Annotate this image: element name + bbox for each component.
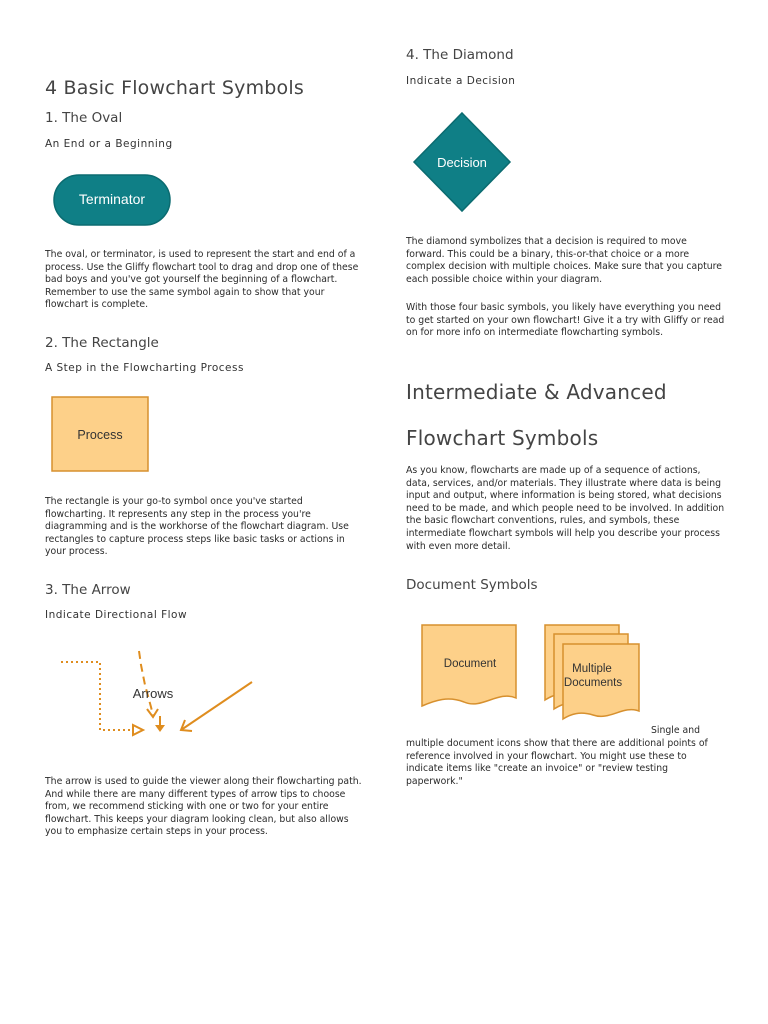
rectangle-heading: 2. The Rectangle xyxy=(45,335,159,351)
diamond-subheading: Indicate a Decision xyxy=(406,75,516,87)
intermediate-title-line-1: Intermediate & Advanced xyxy=(406,380,667,404)
oval-heading: 1. The Oval xyxy=(45,110,123,126)
document-shapes xyxy=(418,622,646,726)
solid-arrowhead-icon xyxy=(155,725,165,732)
arrow-subheading: Indicate Directional Flow xyxy=(45,609,188,621)
arrows-diagram xyxy=(55,645,260,745)
diamond-body-2: With those four basic symbols, you likely have everything you need to get started on your own flowchart! Give it a try with Gliffy or read on for more info on intermediate flowcharting symbols. xyxy=(406,302,725,339)
arrows-label: Arrows xyxy=(132,686,174,701)
document-body-lead: Single and xyxy=(651,725,701,736)
single-document-shape xyxy=(422,625,516,706)
single-document-label: Document xyxy=(443,658,497,670)
decision-shape xyxy=(410,110,514,216)
document-body: multiple document icons show that there are additional points of reference involved in your flowchart. You might use these to indicate items like "create an invoice" or "review testing paperwork." xyxy=(406,738,708,787)
decision-label: Decision xyxy=(437,155,487,170)
diamond-body-1: The diamond symbolizes that a decision is required to move forward. This could be a binary, this-or-that choice or a more complex decision with multiple choices. Make sure that you capture each possible choice within your diagram. xyxy=(406,236,723,285)
intermediate-title-line-2: Flowchart Symbols xyxy=(406,426,599,450)
diamond-heading: 4. The Diamond xyxy=(406,47,514,63)
process-shape xyxy=(50,395,152,475)
page-title: 4 Basic Flowchart Symbols xyxy=(45,77,304,99)
rectangle-subheading: A Step in the Flowcharting Process xyxy=(45,362,244,374)
multiple-documents-label-2: Documents xyxy=(563,677,623,689)
process-label: Process xyxy=(77,428,123,442)
terminator-label: Terminator xyxy=(78,191,146,207)
multiple-documents-shape xyxy=(545,625,639,719)
oval-subheading: An End or a Beginning xyxy=(45,138,173,150)
document-heading: Document Symbols xyxy=(406,577,538,593)
hollow-arrowhead-icon xyxy=(133,725,143,735)
rectangle-body: The rectangle is your go-to symbol once you've started flowcharting. It represents any step in the process you're diagramming and is the workhorse of the flowchart diagram. Use rectangles to capture process steps like basic tasks or actions in your process. xyxy=(45,496,349,558)
arrow-heading: 3. The Arrow xyxy=(45,582,131,598)
open-arrowhead-icon xyxy=(147,709,158,717)
intermediate-body: As you know, flowcharts are made up of a sequence of actions, data, services, and/or materials. They illustrate where data is being input and output, where information is being stored, what decisions need to be made, and which people need to be involved. In addition the basic flowchart conventions, rules, and symbols, these intermediate flowchart symbols will help you describe your process with even more detail. xyxy=(406,465,725,552)
terminator-shape xyxy=(50,172,176,230)
multiple-documents-label-1: Multiple xyxy=(572,663,612,675)
oval-body: The oval, or terminator, is used to represent the start and end of a process. Use the Gliffy flowchart tool to drag and drop one of these bad boys and you've got yourself the beginning of a flowchart. Remember to use the same symbol again to show that your flowchart is complete. xyxy=(45,249,359,311)
arrow-body: The arrow is used to guide the viewer along their flowcharting path. And while there are many different types of arrow tips to choose from, we recommend sticking with one or two for your entire flowchart. This keeps your diagram looking clean, but also allows you to emphasize certain steps in your process. xyxy=(45,776,362,838)
